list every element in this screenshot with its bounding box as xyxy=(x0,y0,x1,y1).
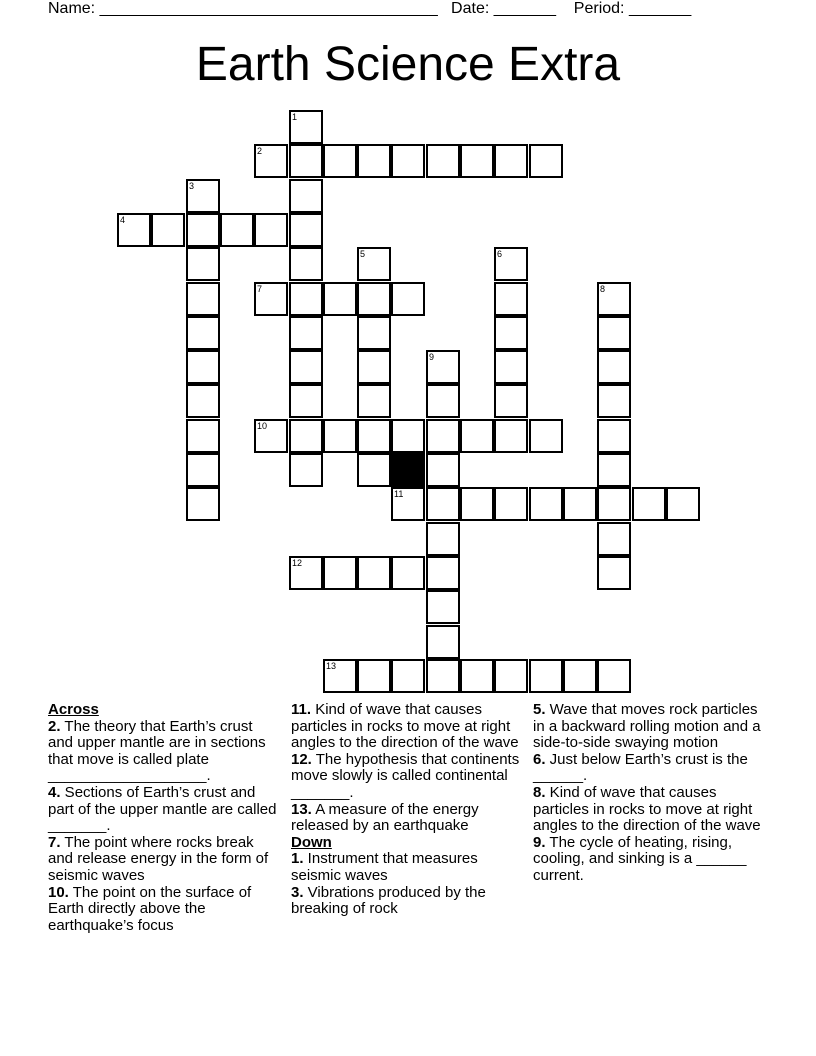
crossword-cell[interactable] xyxy=(254,282,288,316)
crossword-cell[interactable] xyxy=(186,179,220,213)
crossword-cell[interactable] xyxy=(426,419,460,453)
crossword-cell[interactable] xyxy=(186,282,220,316)
clue-label-number: 10. xyxy=(48,883,69,901)
crossword-cell[interactable] xyxy=(563,487,597,521)
clue-number: 11 xyxy=(394,489,404,499)
crossword-cell[interactable] xyxy=(460,144,494,178)
clue-number: 10 xyxy=(257,421,268,431)
clue-number: 5 xyxy=(360,249,366,259)
clue-label-number: 1. xyxy=(291,850,304,868)
clue-label-number: 13. xyxy=(291,800,312,818)
clue-text: Sections of Earth’s crust and part of the upper mantle are called _______. xyxy=(48,783,277,835)
crossword-cell[interactable] xyxy=(289,247,323,281)
crossword-cell[interactable] xyxy=(357,316,391,350)
crossword-cell[interactable] xyxy=(460,419,494,453)
crossword-cell[interactable] xyxy=(357,556,391,590)
crossword-cell[interactable] xyxy=(597,384,631,418)
clue xyxy=(291,702,523,752)
clue-text: Just below Earth’s crust is the ______. xyxy=(533,750,748,785)
clue-section-heading: Across xyxy=(48,701,99,718)
crossword-cell[interactable] xyxy=(426,556,460,590)
crossword-cell[interactable] xyxy=(597,282,631,316)
crossword-cell[interactable] xyxy=(426,350,460,384)
crossword-cell[interactable] xyxy=(391,282,425,316)
clue-label-number: 5. xyxy=(533,701,546,718)
crossword-cell[interactable] xyxy=(357,282,391,316)
clue xyxy=(48,885,280,935)
clue-text: Wave that moves rock particles in a backward rolling motion and a side-to-side swaying motion xyxy=(533,701,761,752)
crossword-cell[interactable] xyxy=(289,556,323,590)
crossword-cell[interactable] xyxy=(494,282,528,316)
clue-text: The theory that Earth’s crust and upper mantle are in sections that move is called plate ___________________. xyxy=(48,717,266,785)
crossword-cell[interactable] xyxy=(186,247,220,281)
crossword-cell[interactable] xyxy=(529,487,563,521)
black-square xyxy=(391,453,425,487)
clue-column-3 xyxy=(533,702,765,885)
crossword-cell[interactable] xyxy=(323,282,357,316)
clue-column-1 xyxy=(48,702,280,934)
crossword-cell[interactable] xyxy=(494,419,528,453)
clue xyxy=(533,785,765,835)
crossword-cell[interactable] xyxy=(289,453,323,487)
crossword-cell[interactable] xyxy=(426,625,460,659)
crossword-cell[interactable] xyxy=(289,350,323,384)
clue-column-2 xyxy=(291,702,523,918)
clue xyxy=(48,785,280,835)
crossword-cell[interactable] xyxy=(220,213,254,247)
crossword-cell[interactable] xyxy=(666,487,700,521)
crossword-cell[interactable] xyxy=(357,384,391,418)
crossword-cell[interactable] xyxy=(357,247,391,281)
crossword-cell[interactable] xyxy=(460,659,494,693)
crossword-cell[interactable] xyxy=(494,247,528,281)
clue-label-number: 4. xyxy=(48,783,61,801)
crossword-cell[interactable] xyxy=(186,316,220,350)
crossword-cell[interactable] xyxy=(323,556,357,590)
crossword-cell[interactable] xyxy=(357,350,391,384)
crossword-cell[interactable] xyxy=(494,384,528,418)
crossword-cell[interactable] xyxy=(597,316,631,350)
crossword-cell[interactable] xyxy=(289,419,323,453)
crossword-cell[interactable] xyxy=(494,659,528,693)
page-title: Earth Science Extra xyxy=(195,38,621,91)
crossword-cell[interactable] xyxy=(254,213,288,247)
crossword-cell[interactable] xyxy=(426,453,460,487)
crossword-cell[interactable] xyxy=(529,419,563,453)
crossword-cell[interactable] xyxy=(597,522,631,556)
clue-text: The cycle of heating, rising, cooling, and sinking is a ______ current. xyxy=(533,833,747,884)
clue-text: The point on the surface of Earth directly above the earthquake’s focus xyxy=(48,883,252,934)
clue-label-number: 7. xyxy=(48,833,61,851)
crossword-cell[interactable] xyxy=(597,453,631,487)
crossword-cell[interactable] xyxy=(426,522,460,556)
crossword-cell[interactable] xyxy=(357,659,391,693)
clue xyxy=(291,885,523,918)
crossword-cell[interactable] xyxy=(186,384,220,418)
clue xyxy=(533,702,765,752)
clue-number: 9 xyxy=(429,352,435,362)
clue-label-number: 8. xyxy=(533,783,546,801)
crossword-cell[interactable] xyxy=(391,556,425,590)
crossword-cell[interactable] xyxy=(186,213,220,247)
crossword-cell[interactable] xyxy=(289,316,323,350)
crossword-cell[interactable] xyxy=(391,144,425,178)
clue-text: Instrument that measures seismic waves xyxy=(291,850,478,884)
crossword-cell[interactable] xyxy=(186,453,220,487)
crossword-cell[interactable] xyxy=(426,487,460,521)
crossword-cell[interactable] xyxy=(391,419,425,453)
crossword-cell[interactable] xyxy=(563,659,597,693)
crossword-cell[interactable] xyxy=(357,419,391,453)
crossword-cell[interactable] xyxy=(597,659,631,693)
crossword-cell[interactable] xyxy=(426,590,460,624)
crossword-cell[interactable] xyxy=(323,659,357,693)
crossword-cell[interactable] xyxy=(289,282,323,316)
clue-section-heading: Down xyxy=(291,833,332,851)
clue-label-number: 6. xyxy=(533,750,546,768)
crossword-cell[interactable] xyxy=(494,144,528,178)
clue-text: A measure of the energy released by an earthquake xyxy=(291,800,479,835)
clue xyxy=(291,752,523,802)
crossword-cell[interactable] xyxy=(529,144,563,178)
crossword-cell[interactable] xyxy=(323,144,357,178)
crossword-cell[interactable] xyxy=(357,144,391,178)
crossword-cell[interactable] xyxy=(323,419,357,453)
crossword-cell[interactable] xyxy=(289,110,323,144)
crossword-cell[interactable] xyxy=(254,144,288,178)
crossword-cell[interactable] xyxy=(426,659,460,693)
crossword-cell[interactable] xyxy=(494,316,528,350)
crossword-cell[interactable] xyxy=(254,419,288,453)
crossword-cell[interactable] xyxy=(529,659,563,693)
clue-number: 3 xyxy=(189,181,195,191)
crossword-cell[interactable] xyxy=(186,350,220,384)
clue-number: 8 xyxy=(600,284,606,294)
crossword-cell[interactable] xyxy=(151,213,185,247)
clue-label-number: 2. xyxy=(48,717,61,735)
clue-number: 1 xyxy=(292,112,298,122)
crossword-cell[interactable] xyxy=(494,487,528,521)
crossword-cell[interactable] xyxy=(186,487,220,521)
crossword-cell[interactable] xyxy=(597,419,631,453)
crossword-cell[interactable] xyxy=(289,179,323,213)
crossword-cell[interactable] xyxy=(289,384,323,418)
clue-number: 6 xyxy=(497,249,503,259)
clue-label-number: 9. xyxy=(533,833,546,851)
clue-text: Vibrations produced by the breaking of rock xyxy=(291,883,486,918)
clue-label-number: 3. xyxy=(291,883,304,901)
clue xyxy=(291,802,523,835)
clue-number: 13 xyxy=(326,661,337,671)
header-fields: Name: ______________________________________ Date: _______ Period: _______ xyxy=(48,0,692,17)
crossword-cell[interactable] xyxy=(597,487,631,521)
clue-number: 4 xyxy=(120,215,126,225)
crossword-cell[interactable] xyxy=(289,213,323,247)
crossword-cell[interactable] xyxy=(597,350,631,384)
clue-number: 12 xyxy=(292,558,303,568)
crossword-cell[interactable] xyxy=(494,350,528,384)
clue-text: Kind of wave that causes particles in rocks to move at right angles to the direction of the wave xyxy=(291,701,519,752)
crossword-cell[interactable] xyxy=(460,487,494,521)
clue xyxy=(291,851,523,884)
crossword-cell[interactable] xyxy=(357,453,391,487)
clue xyxy=(48,835,280,885)
clue-text: The point where rocks break and release energy in the form of seismic waves xyxy=(48,833,269,884)
clue-number: 7 xyxy=(257,284,263,294)
crossword-cell[interactable] xyxy=(391,487,425,521)
crossword-cell[interactable] xyxy=(289,144,323,178)
crossword-cell[interactable] xyxy=(597,556,631,590)
clue xyxy=(533,752,765,785)
crossword-cell[interactable] xyxy=(186,419,220,453)
clue xyxy=(48,719,280,785)
clue-number: 2 xyxy=(257,146,263,156)
clue-label-number: 11. xyxy=(291,701,312,718)
crossword-cell[interactable] xyxy=(117,213,151,247)
clue-text: Kind of wave that causes particles in rocks to move at right angles to the direction of the wave xyxy=(533,783,761,835)
crossword-cell[interactable] xyxy=(391,659,425,693)
clue-label-number: 12. xyxy=(291,750,312,768)
clue xyxy=(533,835,765,885)
crossword-cell[interactable] xyxy=(426,384,460,418)
clue-text: The hypothesis that continents move slowly is called continental _______. xyxy=(291,750,520,801)
crossword-cell[interactable] xyxy=(632,487,666,521)
crossword-cell[interactable] xyxy=(426,144,460,178)
